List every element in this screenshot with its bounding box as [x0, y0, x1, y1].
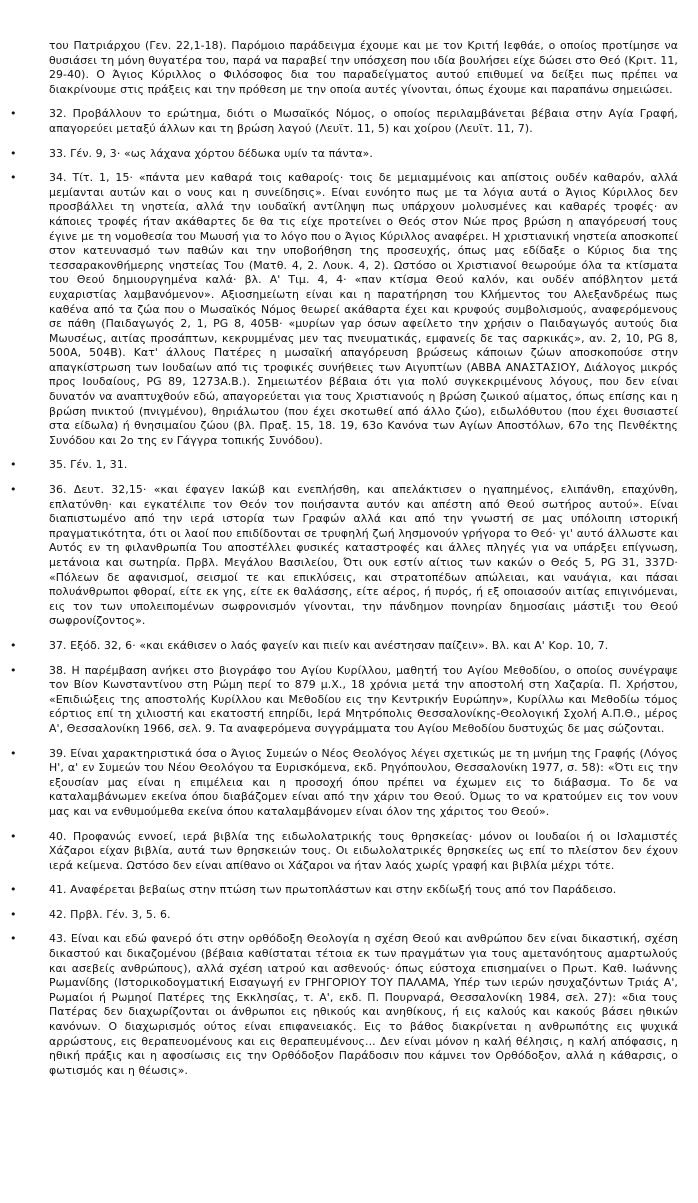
footnote-36 — [10, 483, 678, 629]
bullet: • — [10, 483, 17, 497]
footnote-40 — [10, 829, 678, 874]
bullet: • — [10, 907, 17, 921]
footnote-text: 39. Είναι χαρακτηριστικά όσα ο Άγιος Συμεών ο Νέος Θεολόγος λέγει σχετικώς με τη μνήμη της Γραφής (Λόγος Η', α' εν Συμεών του Νέου Θεολόγου τα Ευρισκόμενα, εκδ. Ρηγόπουλου, Θεσσαλονίκη 1977, σ. 58): «Ότι εις την εξουσίαν μας είναι η επιμέλεια και η προσοχή όπου πρέπει να έχωμεν εις το διάβασμα. Το δε να καταλαμβάνωμεν εκείνα όπου διαβάζομεν είναι από την χάριν του Θεού. Όμως το να κρατούμεν εις τον νουν μας και να ενθυμούμεθα εκείνα όπου καταλαμβάνομεν είναι όλον της χάριτος του Θεού». — [49, 746, 678, 818]
footnote-43 — [10, 932, 678, 1078]
bullet: • — [10, 883, 17, 897]
bullet: • — [10, 638, 17, 652]
footnote-34 — [10, 171, 678, 448]
footnote-37 — [10, 638, 678, 654]
bullet: • — [10, 171, 17, 185]
footnote-33 — [10, 146, 678, 162]
footnote-41 — [10, 883, 678, 898]
footnote-text: 32. Προβάλλουν το ερώτημα, διότι ο Μωσαϊκός Νόμος, ο οποίος περιλαμβάνεται βέβαια στην Αγία Γραφή, απαγορεύει μεταξύ άλλων και τη βρώση λαγού (Λευϊτ. 11, 5) και χοίρου (Λευϊτ. 11, 7). — [49, 107, 678, 135]
footnote-42 — [10, 907, 678, 923]
bullet: • — [10, 458, 17, 472]
bullet: • — [10, 146, 17, 160]
footnote-text: 43. Είναι και εδώ φανερό ότι στην ορθόδοξη Θεολογία η σχέση Θεού και ανθρώπου δεν είναι δικαστική, σχέση δικαστού και δικαζομένου (βέβαια καθίσταται τέτοια εκ των πραγμάτων για τους αμετανόητους αμαρτωλούς και ασεβείς ανθρώπους), αλλά σχέση ιατρού και ασθενούς· όπως εύστοχα επισημαίνει ο Πρωτ. Καθ. Ιωάννης Ρωμανίδης (Ιστορικοδογματική Εισαγωγή εν ΓΡΗΓΟΡΙΟΥ ΤΟΥ ΠΑΛΑΜΑ, Υπέρ των ιερών ησυχαζόντων Τριάς Α', Ρωμαίοι ή Ρωμηοί Πατέρες της Εκκλησίας, τ. Α', εκδ. Π. Πουρναρά, Θεσσαλονίκη 1984, σελ. 27): «δια τους Πατέρας δεν διαχωρίζονται οι άνθρωποι εις ηθικούς και ανηθίκους, ή εις καλούς και κακούς βάσει ηθικών κανόνων. Ο διαχωρισμός ούτος είναι επιφανειακός. Εις το βάθος διακρίνεται η ανθρωπότης εις ψυχικά αρρώστους, εις θεραπευομένους και εις θεραπευμένους... Δεν είναι μόνον η καλή θέλησις, η καλή απόφασις, η ηθική πράξις και η αφοσίωσις εις την Ορθόδοξον Παράδοσιν που κάμνει τον Ορθόδοξον, αλλά η κάθαρσις, ο φωτισμός και η θέωσις». — [49, 932, 678, 1077]
intro-paragraph: του Πατριάρχου (Γεν. 22,1-18). Παρόμοιο παράδειγμα έχουμε και με τον Κριτή Ιεφθάε, ο οποίος προτίμησε να θυσιάσει τη μόνη θυγατέρα του, παρά να παραβεί την υπόσχεση που ιδία βουλήσει είχε δώσει στο Θεό (Κριτ. 11, 29-40). Ο Άγιος Κύριλλος ο Φιλόσοφος δια του παραδείγματος αυτού επιθυμεί να δείξει πως πρέπει να διακρίνουμε στις πράξεις και την πρόθεση με την οποία αυτές γίνονται, όπως έχουμε και παραπάνω σημειώσει. — [49, 39, 678, 96]
bullet: • — [10, 829, 17, 843]
footnote-35 — [10, 458, 678, 473]
footnote-39 — [10, 746, 678, 820]
bullet: • — [10, 107, 17, 121]
footnote-text: 41. Αναφέρεται βεβαίως στην πτώση των πρωτοπλάστων και στην εκδίωξή τους από τον Παράδεισο. — [49, 883, 617, 897]
bullet: • — [10, 746, 17, 760]
bullet: • — [10, 663, 17, 677]
footnote-text: 33. Γέν. 9, 3· «ως λάχανα χόρτου δέδωκα υμίν τα πάντα». — [49, 146, 373, 160]
footnote-32 — [10, 107, 678, 136]
footnote-38 — [10, 663, 678, 737]
footnote-text: 37. Εξόδ. 32, 6· «και εκάθισεν ο λαός φαγείν και πιείν και ανέστησαν παίζειν». Βλ. και Α' Κορ. 10, 7. — [49, 638, 609, 652]
footnote-text: 38. Η παρέμβαση ανήκει στο βιογράφο του Αγίου Κυρίλλου, μαθητή του Αγίου Μεθοδίου, ο οποίος συνέγραψε τον Βίον Κωνσταντίνου στη Ρώμη περί το 879 μ.Χ., 18 χρόνια μετά την αποστολή στη Χαζαρία. Π. Χρήστου, «Επιδιώξεις της αποστολής Κυρίλλου και Μεθοδίου εις την Κεντρικήν Ευρώπην», Κυρίλλω και Μεθοδίω τόμος εόρτιος επί τη χιλιοστή και εκατοστή επηρίδι, Ιερά Μητρόπολις Θεσσαλονίκης-Θεολογική Σχολή Α.Π.Θ., μέρος Α', Θεσσαλονίκη 1966, σελ. 9. Τα αναφερόμενα συγγράμματα του Αγίου Μεθοδίου δυστυχώς δε μας σώζονται. — [49, 663, 678, 735]
bullet: • — [10, 932, 17, 946]
footnote-text: 36. Δευτ. 32,15· «και έφαγεν Ιακώβ και ενεπλήσθη, και απελάκτισεν ο ηγαπημένος, ελιπάνθη, επαχύνθη, επλατύνθη· και εγκατέλιπε τον Θεόν τον ποιήσαντα αυτόν και απέστη από Θεού σωτήρος αυτού». Είναι διαπιστωμένο από την ιερά ιστορία των Γραφών αλλά και από την γνωστή σε μας υπόλοιπη ιστορική πραγματικότητα, ότι οι λαοί που επιδίδονται σε τρυφηλή ζωή λησμονούν γρήγορα το Θεό· γι' αυτό άλλωστε και Αυτός εν τη φιλανθρωπία Του αποστέλλει φυσικές καταστροφές και άλλες πληγές για να υπάρξει επίγνωση, μετάνοια και σωτηρία. Πρβλ. Μεγάλου Βασιλείου, Ότι ουκ εστίν αίτιος των κακών ο Θεός 5, PG 31, 337D· «Πόλεων δε αφανισμοί, σεισμοί τε και επικλύσεις, και στρατοπέδων απώλειαι, και ναυάγια, και πάσαι πολυάνθρωποι φθοραί, είτε εκ γης, είτε εκ θαλάσσης, είτε αέρος, ή πυρός, ή εξ οποιασούν αιτίας επιγινόμεναι, εις τον των υπολειπομένων σωφρονισμόν γίνονται, την πάνδημον πονηρίαν δημοσίαις μάστιξι του Θεού σωφρονίζοντος». — [49, 483, 678, 628]
footnote-text: 34. Τίτ. 1, 15· «πάντα μεν καθαρά τοις καθαροίς· τοις δε μεμιαμμένοις και απίστοις ουδέν καθαρόν, αλλά μεμίανται αυτών και ο νους και η συνείδησις». Είναι ευνόητο πως με τα λόγια αυτά ο Άγιος Κύριλλος δεν προσβάλλει τη νηστεία, αλλά την ιουδαϊκή αντίληψη πως υπάρχουν μολυσμένες και καθαρές τροφές· αν κάποιες τροφές ήταν ακάθαρτες δε θα τις είχε προτείνει ο Θεός στον Νώε προς βρώση η απαγόρευσή τους έγινε με τη νομοθεσία του Μωυσή για το λόγο που ο Άγιος Κύριλλος αναφέρει. Η χριστιανική νηστεία αποσκοπεί στον κατευνασμό των παθών και την υποβοήθηση της προσευχής, όπως μας εδίδαξε ο Κύριος δια της τεσσαρακονθήμερης νηστείας Του (Ματθ. 4, 2. Λουκ. 4, 2). Ωστόσο οι Χριστιανοί θεωρούμε όλα τα κτίσματα του Θεού δημιουργημένα καλά· βλ. Α' Τιμ. 4, 4· «παν κτίσμα Θεού καλόν, και ουδέν απόβλητον μετά ευχαριστίας λαμβανόμενον». Αξιοσημείωτη είναι και η παρατήρηση του Κλήμεντος του Αλεξανδρέως πως καθένα από τα ζώα που ο Μωσαϊκός Νόμος θεωρεί ακάθαρτα έχει και κρυφούς συμβολισμούς, αναφερόμενους σε πάθη (Παιδαγωγός 2, 1, PG 8, 405B· «μυρίων γαρ όσων αφείλετο την χρήσιν ο Παιδαγωγός αυτούς δια Μωυσέως, αιτίας προσάπτων, κεκρυμμένας μεν τας πνευματικάς, εμφανείς δε τας σαρκικάς», αν. 2, 10, PG 8, 500A, 504B). Κατ' άλλους Πατέρες η μωσαϊκή απαγόρευση βρώσεως κάποιων ζώων αποσκοπούσε στην απαγκίστρωση των Ιουδαίων από τις τροφικές συνήθειες των Αιγυπτίων (ΑΒΒΑ ΑΝΑΣΤΑΣΙΟΥ, Διάλογος μικρός προς Ιουδαίους, PG 89, 1273A.B.). Σημειωτέον βέβαια ότι για πολύ συγκεκριμένους λόγους, που δεν είναι δυνατόν να αναπτυχθούν εδώ, απαγορεύεται για τους Χριστιανούς η βρώση ζωικού αίματος, όπως επίσης και η βρώση πνικτού (πνιγμένου), θηριάλωτου (που έχει σκοτωθεί από άλλο ζώο), ειδωλόθυτου (που έχει θυσιαστεί στα είδωλα) ή θνησιμαίου ζώου (βλ. Πραξ. 15, 18. 19, 63ο Κανόνα των Αγίων Αποστόλων, 67ο της Πενθέκτης Συνόδου και 2ο της εν Γάγγρα τοπικής Συνόδου). — [49, 171, 678, 447]
footnote-text: 40. Προφανώς εννοεί, ιερά βιβλία της ειδωλολατρικής τους θρησκείας· μόνον οι Ιουδαίοι ή οι Ισλαμιστές Χάζαροι είχαν βιβλία, αυτά των θρησκειών τους. Οι ειδωλολατρικές θρησκείες ως επί το πλείστον δεν έχουν ιερά κείμενα. Ωστόσο δεν είναι απίθανο οι Χάζαροι να ήταν λαός χωρίς γραφή και βιβλία μέχρι τότε. — [49, 829, 678, 872]
footnote-text: 42. Πρβλ. Γέν. 3, 5. 6. — [49, 907, 171, 921]
footnote-text: 35. Γέν. 1, 31. — [49, 458, 128, 472]
footnote-list — [0, 107, 678, 1078]
